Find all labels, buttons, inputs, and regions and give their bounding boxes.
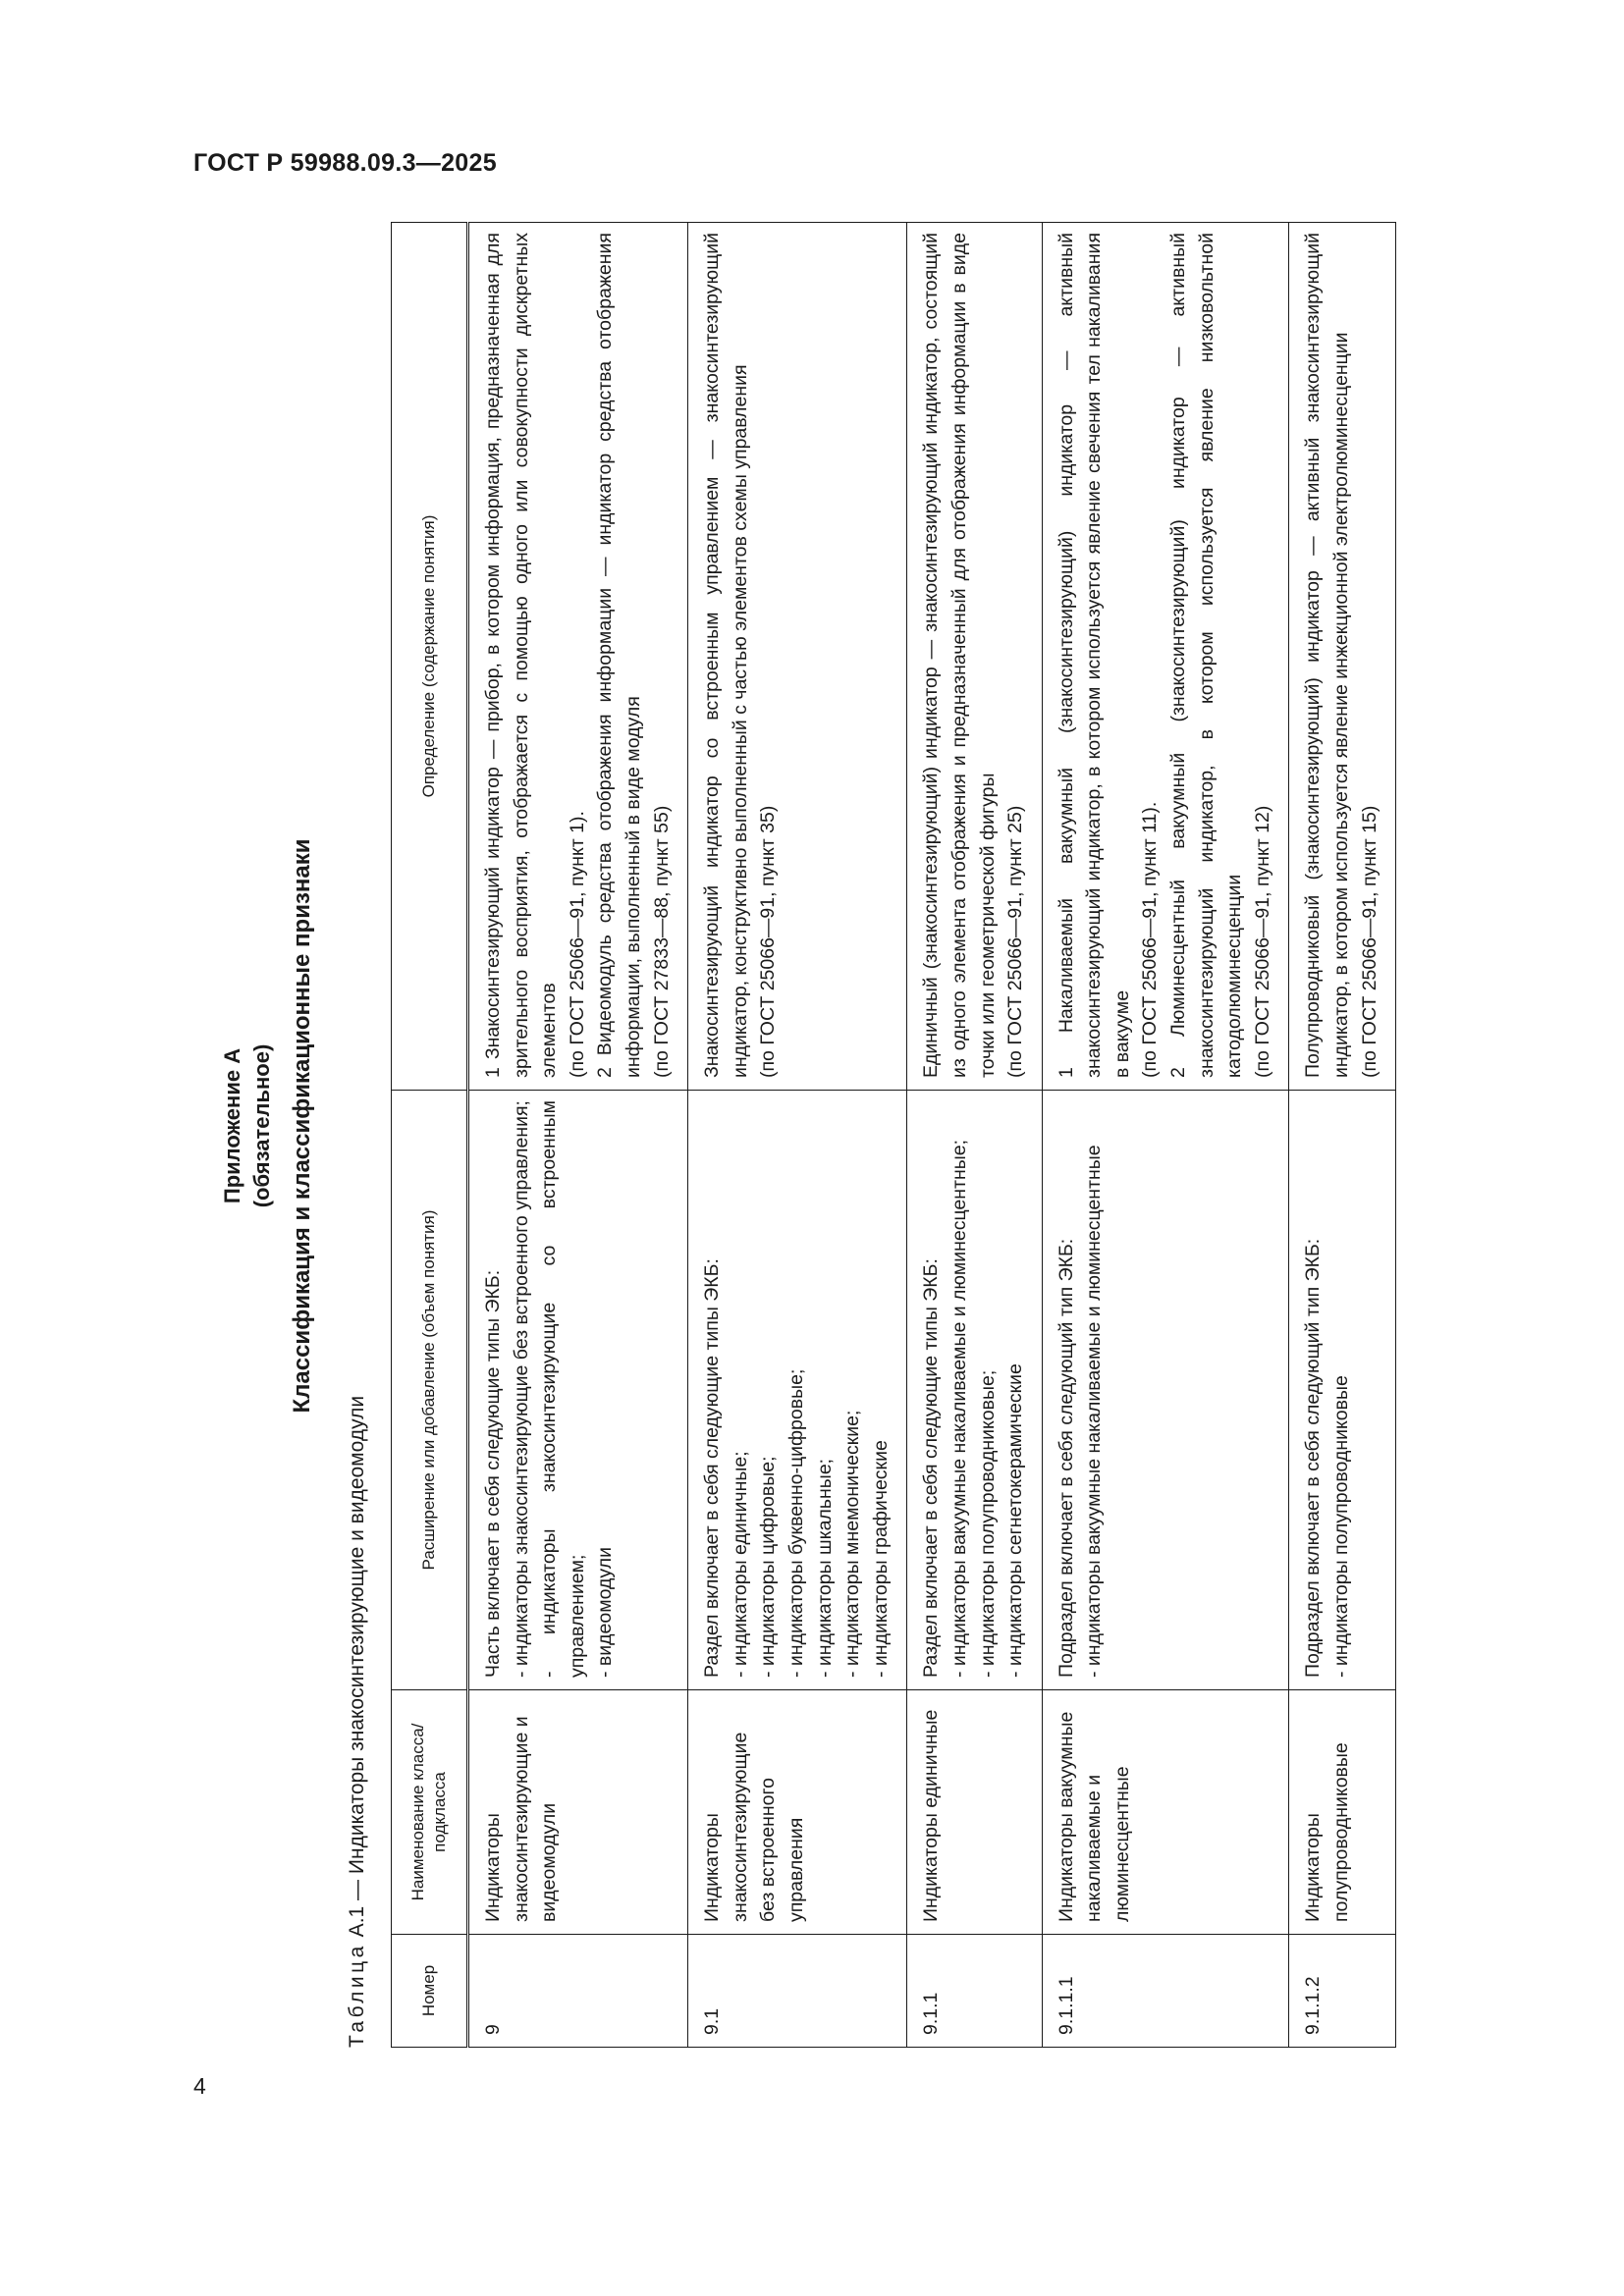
table-caption-number: А.1 xyxy=(346,1905,368,1938)
cell-scope-line: - индикаторы единичные; xyxy=(729,1451,751,1678)
cell-definition-line: Полупроводниковый (знакосинтезирующий) индикатор — активный знакосинтезирующий индикатор, в котором используется явление инжекционной электролюминесценции xyxy=(1302,233,1353,1078)
cell-scope xyxy=(468,1091,688,1690)
cell-scope-line: Часть включает в себя следующие типы ЭКБ: xyxy=(482,1269,504,1678)
appendix-title: Приложение А xyxy=(220,1047,244,1204)
column-header-scope: Расширение или добавление (объем понятия) xyxy=(392,1091,468,1690)
cell-definition-line: Знакосинтезирующий индикатор со встроенным управлением — знакосинтезирующий индикатор, конструктивно выполненный с частью элементов схемы управления xyxy=(701,233,751,1078)
cell-definition-line: (по ГОСТ 25066—91, пункт 12) xyxy=(1251,805,1273,1078)
cell-scope-line: Подраздел включает в себя следующий тип ЭКБ: xyxy=(1302,1238,1325,1678)
cell-scope-line: - индикаторы вакуумные накаливаемые и люминесцентные xyxy=(1083,1145,1106,1678)
cell-scope-line: Раздел включает в себя следующие типы ЭКБ: xyxy=(701,1258,724,1678)
classification-table xyxy=(391,222,1396,2048)
cell-definition xyxy=(1042,223,1289,1091)
table-row xyxy=(1289,223,1396,2048)
cell-scope xyxy=(1042,1091,1289,1690)
cell-scope xyxy=(1289,1091,1396,1690)
cell-definition-line: Единичный (знакосинтезирующий) индикатор — знакосинтезирующий индикатор, состоящий из одного элемента отображения и предназначенный для отображения информации в виде точки или геометрической фигуры xyxy=(920,233,999,1078)
table-row xyxy=(907,223,1042,2048)
cell-scope-line: - индикаторы буквенно-цифровые; xyxy=(785,1368,807,1678)
column-header-number: Номер xyxy=(392,1935,468,2048)
cell-class-name: Индикаторы знакосинтезирующие и видеомодули xyxy=(468,1690,688,1935)
cell-definition-line: 2 Люминесцентный вакуумный (знакосинтезирующий) индикатор — активный знакосинтезирующий индикатор, в котором используется явление низковольтной катодолюминесценции xyxy=(1167,233,1246,1078)
document-code: ГОСТ Р 59988.09.3—2025 xyxy=(193,149,497,177)
cell-number: 9.1.1.1 xyxy=(1042,1935,1289,2048)
cell-scope-line: - индикаторы графические xyxy=(869,1440,892,1678)
cell-class-name: Индикаторы знакосинтезирующие без встроенного управления xyxy=(688,1690,907,1935)
table-header-row xyxy=(392,223,468,2048)
cell-scope-line: - индикаторы знакосинтезирующие без встроенного управления; xyxy=(510,1100,532,1678)
cell-definition xyxy=(468,223,688,1091)
cell-scope-line: - индикаторы знакосинтезирующие со встроенным управлением; xyxy=(538,1100,588,1678)
table-row xyxy=(688,223,907,2048)
cell-scope-line: - индикаторы мнемонические; xyxy=(841,1410,864,1678)
cell-definition-line: 2 Видеомодуль средства отображения информации — индикатор средства отображения информации, выполненный в виде модуля xyxy=(594,233,644,1078)
page-number: 4 xyxy=(193,2073,206,2099)
cell-definition-line: (по ГОСТ 25066—91, пункт 15) xyxy=(1358,805,1380,1078)
section-title: Классификация и классификационные признаки xyxy=(289,838,315,1414)
cell-definition-line: 1 Накаливаемый вакуумный (знакосинтезирующий) индикатор — активный знакосинтезирующий индикатор, в котором используется явление свечения тел накаливания в вакууме xyxy=(1055,233,1133,1078)
cell-definition-line: (по ГОСТ 25066—91, пункт 11). xyxy=(1139,801,1162,1078)
column-header-name: Наименование класса/подкласса xyxy=(392,1690,468,1935)
cell-class-name: Индикаторы полупроводниковые xyxy=(1289,1690,1396,1935)
cell-number: 9.1.1.2 xyxy=(1289,1935,1396,2048)
cell-scope-line: - индикаторы шкальные; xyxy=(813,1458,836,1678)
cell-scope-line: - индикаторы полупроводниковые xyxy=(1330,1375,1353,1678)
cell-number: 9.1.1 xyxy=(907,1935,1042,2048)
cell-number: 9.1 xyxy=(688,1935,907,2048)
appendix-heading xyxy=(218,187,277,2065)
table-body xyxy=(468,223,1396,2048)
cell-scope-line: - индикаторы цифровые; xyxy=(757,1456,780,1678)
cell-definition xyxy=(688,223,907,1091)
cell-definition xyxy=(907,223,1042,1091)
appendix-subtitle: (обязательное) xyxy=(249,1043,274,1208)
cell-scope-line: - индикаторы сегнетокерамические xyxy=(1004,1363,1027,1678)
cell-definition-line: (по ГОСТ 25066—91, пункт 1). xyxy=(566,811,588,1078)
cell-scope-line: Раздел включает в себя следующие типы ЭКБ: xyxy=(920,1258,943,1678)
cell-definition-line: (по ГОСТ 25066—91, пункт 25) xyxy=(1004,805,1027,1078)
table-row xyxy=(468,223,688,2048)
cell-number: 9 xyxy=(468,1935,688,2048)
cell-scope-line: Подраздел включает в себя следующий тип ЭКБ: xyxy=(1055,1238,1077,1678)
cell-class-name: Индикаторы единичные xyxy=(907,1690,1042,1935)
cell-class-name: Индикаторы вакуумные накаливаемые и люминесцентные xyxy=(1042,1690,1289,1935)
cell-definition-line: (по ГОСТ 25066—91, пункт 35) xyxy=(757,805,780,1078)
table-caption-label: Таблица xyxy=(346,1943,368,2048)
cell-scope-line: - индикаторы вакуумные накаливаемые и люминесцентные; xyxy=(947,1139,970,1678)
table-caption-text: — Индикаторы знакосинтезирующие и видеомодули xyxy=(346,1395,368,1900)
table-caption xyxy=(346,1396,369,2048)
column-header-definition: Определение (содержание понятия) xyxy=(392,223,468,1091)
cell-definition-line: 1 Знакосинтезирующий индикатор — прибор, в котором информация, предназначенная для зрительного восприятия, отображается с помощью одного или совокупности дискретных элементов xyxy=(482,233,561,1078)
cell-definition xyxy=(1289,223,1396,1091)
cell-scope-line: - индикаторы полупроводниковые; xyxy=(976,1369,999,1678)
cell-scope xyxy=(907,1091,1042,1690)
rotated-page-content xyxy=(220,163,1508,2065)
table-row xyxy=(1042,223,1289,2048)
cell-definition-line: (по ГОСТ 27833—88, пункт 55) xyxy=(650,805,673,1078)
cell-scope xyxy=(688,1091,907,1690)
cell-scope-line: - видеомодули xyxy=(594,1546,617,1678)
